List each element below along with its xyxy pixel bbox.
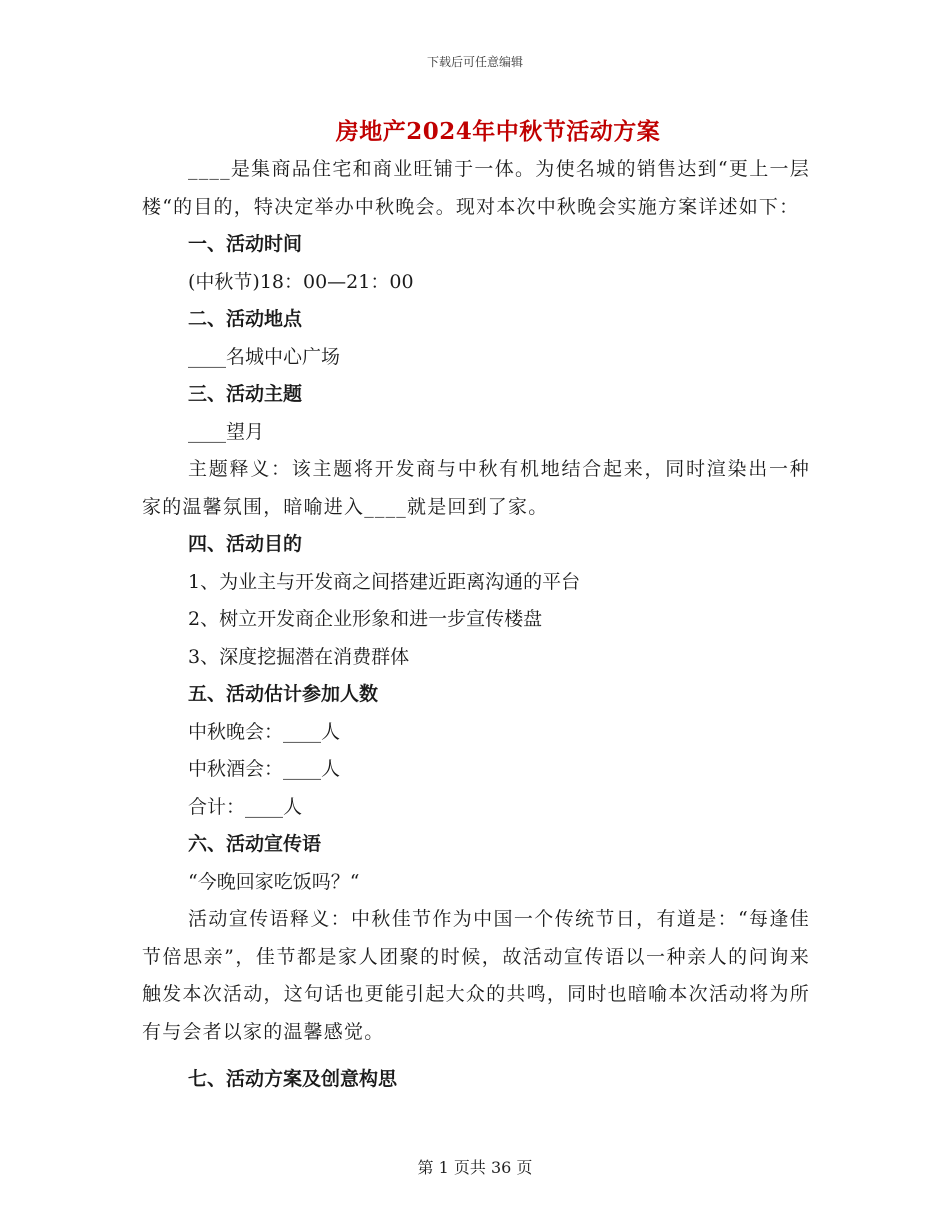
page-footer: 第 1 页共 36 页 <box>417 1158 533 1177</box>
document-title: 房地产2024年中秋节活动方案 <box>335 118 661 145</box>
theme-explanation: 主题释义：该主题将开发商与中秋有机地结合起来，同时渲染出一种家的温馨氛围，暗喻进入____就是回到了家。 <box>142 458 810 518</box>
section-heading-location: 二、活动地点 <box>188 308 303 330</box>
slogan-explanation: 活动宣传语释义：中秋佳节作为中国一个传统节日，有道是：“每逢佳节倍思亲”，佳节都是家人团聚的时候，故活动宣传语以一种亲人的问询来触发本次活动，这句话也更能引起大众的共鸣，同时也暗喻本次活动将为所有与会者以家的温馨感觉。 <box>142 908 810 1043</box>
list-item: 中秋酒会：____人 <box>188 758 341 780</box>
intro-paragraph: ____是集商品住宅和商业旺铺于一体。为使名城的销售达到“更上一层楼“的目的，特决定举办中秋晚会。现对本次中秋晚会实施方案详述如下： <box>142 158 810 218</box>
section-heading-theme: 三、活动主题 <box>188 383 303 405</box>
list-item: 2、树立开发商企业形象和进一步宣传楼盘 <box>188 608 543 630</box>
section-heading-time: 一、活动时间 <box>188 233 303 255</box>
section-heading-attendance: 五、活动估计参加人数 <box>188 683 379 705</box>
slogan-text: “今晚回家吃饭吗？“ <box>188 870 360 893</box>
section-body-location: ____名城中心广场 <box>188 345 341 368</box>
list-item: 合计：____人 <box>188 795 303 818</box>
section-heading-plan: 七、活动方案及创意构思 <box>188 1068 398 1090</box>
section-body-theme: ____望月 <box>188 420 265 443</box>
section-heading-purpose: 四、活动目的 <box>188 533 303 555</box>
list-item: 中秋晚会：____人 <box>188 720 341 743</box>
section-body-time: (中秋节)18：00—21：00 <box>188 270 414 293</box>
document-body <box>142 151 810 1099</box>
list-item: 3、深度挖掘潜在消费群体 <box>188 645 410 668</box>
list-item: 1、为业主与开发商之间搭建近距离沟通的平台 <box>188 570 581 593</box>
section-heading-slogan: 六、活动宣传语 <box>188 833 322 855</box>
page-header: 下载后可任意编辑 <box>426 55 523 69</box>
